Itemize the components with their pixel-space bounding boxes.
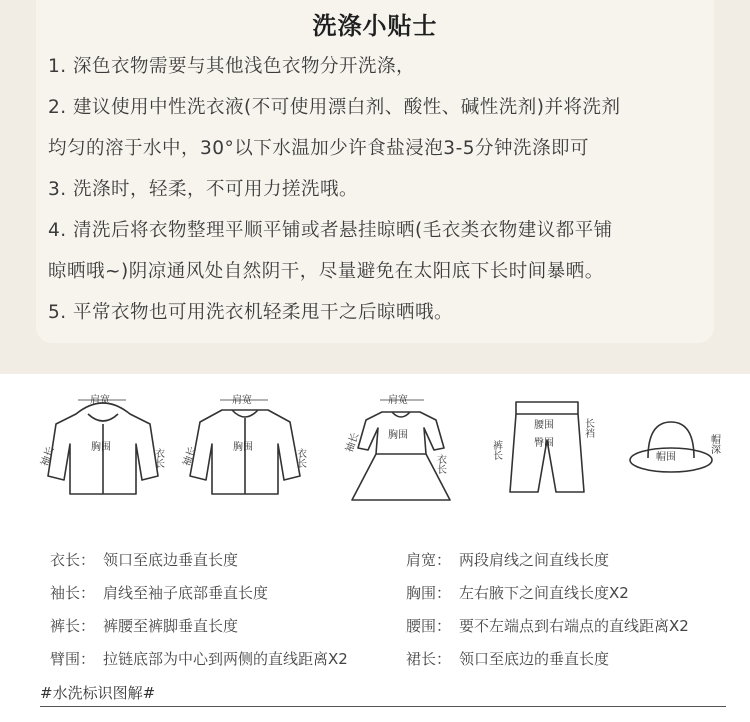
definition-term: 胸围：	[406, 584, 452, 602]
dress-shoulder-label: 肩宽	[388, 395, 408, 406]
pants-diagram	[490, 388, 610, 503]
definition-right-4	[406, 648, 609, 669]
definition-term: 腰围：	[406, 617, 452, 635]
definition-left-3	[50, 615, 238, 636]
tip-line-3: 3. 洗涤时，轻柔，不可用力搓洗哦。	[48, 179, 359, 200]
hat-circ-label: 帽围	[656, 452, 676, 463]
definition-term: 裤长：	[50, 617, 96, 635]
hoodie-length-label: 衣长	[152, 448, 164, 468]
footer-divider	[40, 706, 726, 707]
tip-line-1: 1. 深色衣物需要与其他浅色衣物分开洗涤，	[48, 56, 416, 77]
definition-right-3	[406, 615, 689, 636]
hoodie-sleeve-label: 袖长	[39, 445, 57, 468]
hat-depth-label: 帽深	[708, 434, 720, 454]
tip-line-2-cont: 均匀的溶于水中，30°以下水温加少许食盐浸泡3-5分钟洗涤即可	[48, 138, 590, 159]
hoodie-shoulder-label: 肩宽	[90, 395, 110, 406]
tips-title: 洗涤小贴士	[312, 12, 438, 40]
definition-term: 衣长：	[50, 551, 96, 569]
pants-waist-label: 腰围	[534, 420, 554, 431]
jacket-diagram	[180, 388, 310, 503]
jacket-sleeve-label: 袖长	[181, 445, 199, 468]
definition-term: 肩宽：	[406, 551, 452, 569]
tip-line-2: 2. 建议使用中性洗衣液(不可使用漂白剂、酸性、碱性洗剂)并将洗剂	[48, 97, 621, 118]
pants-rise-label: 长裆	[582, 418, 594, 438]
definition-desc: 拉链底部为中心到两侧的直线距离X2	[103, 650, 348, 668]
definition-term: 裙长：	[406, 650, 452, 668]
definition-desc: 要不左端点到右端点的直线距离X2	[459, 617, 689, 635]
pants-hip-label: 臀围	[534, 438, 554, 449]
pants-length-label: 裤长	[490, 440, 502, 460]
tip-line-4: 4. 清洗后将衣物整理平顺平铺或者悬挂晾晒(毛衣类衣物建议都平铺	[48, 220, 613, 241]
hoodie-chest-label: 胸围	[91, 442, 111, 453]
jacket-length-label: 衣长	[294, 448, 306, 468]
dress-diagram	[340, 388, 465, 508]
tip-line-4-cont: 晾晒哦~)阴凉通风处自然阴干，尽量避免在太阳底下长时间暴晒。	[48, 261, 604, 282]
wash-symbol-guide-tag: #水洗标识图解#	[40, 684, 156, 702]
definition-term: 袖长：	[50, 584, 96, 602]
definition-desc: 左右腋下之间直线长度X2	[459, 584, 629, 602]
definition-left-1	[50, 549, 238, 570]
definition-desc: 领口至底边垂直长度	[103, 551, 239, 569]
definition-desc: 领口至底边的垂直长度	[459, 650, 610, 668]
hoodie-diagram	[38, 388, 168, 503]
dress-sleeve-label: 袖长	[344, 431, 362, 455]
jacket-chest-label: 胸围	[233, 442, 253, 453]
dress-length-label: 衣长	[434, 454, 446, 474]
jacket-shoulder-label: 肩宽	[232, 395, 252, 406]
definition-term: 臂围：	[50, 650, 96, 668]
definition-desc: 裤腰至裤脚垂直长度	[103, 617, 239, 635]
definition-right-2	[406, 582, 629, 603]
definition-desc: 两段肩线之间直线长度	[459, 551, 610, 569]
hat-diagram	[626, 388, 731, 503]
definition-left-4	[50, 648, 348, 669]
definition-left-2	[50, 582, 268, 603]
dress-chest-label: 胸围	[388, 430, 408, 441]
tip-line-5: 5. 平常衣物也可用洗衣机轻柔甩干之后晾晒哦。	[48, 302, 454, 323]
definition-desc: 肩线至袖子底部垂直长度	[103, 584, 269, 602]
definition-right-1	[406, 549, 609, 570]
